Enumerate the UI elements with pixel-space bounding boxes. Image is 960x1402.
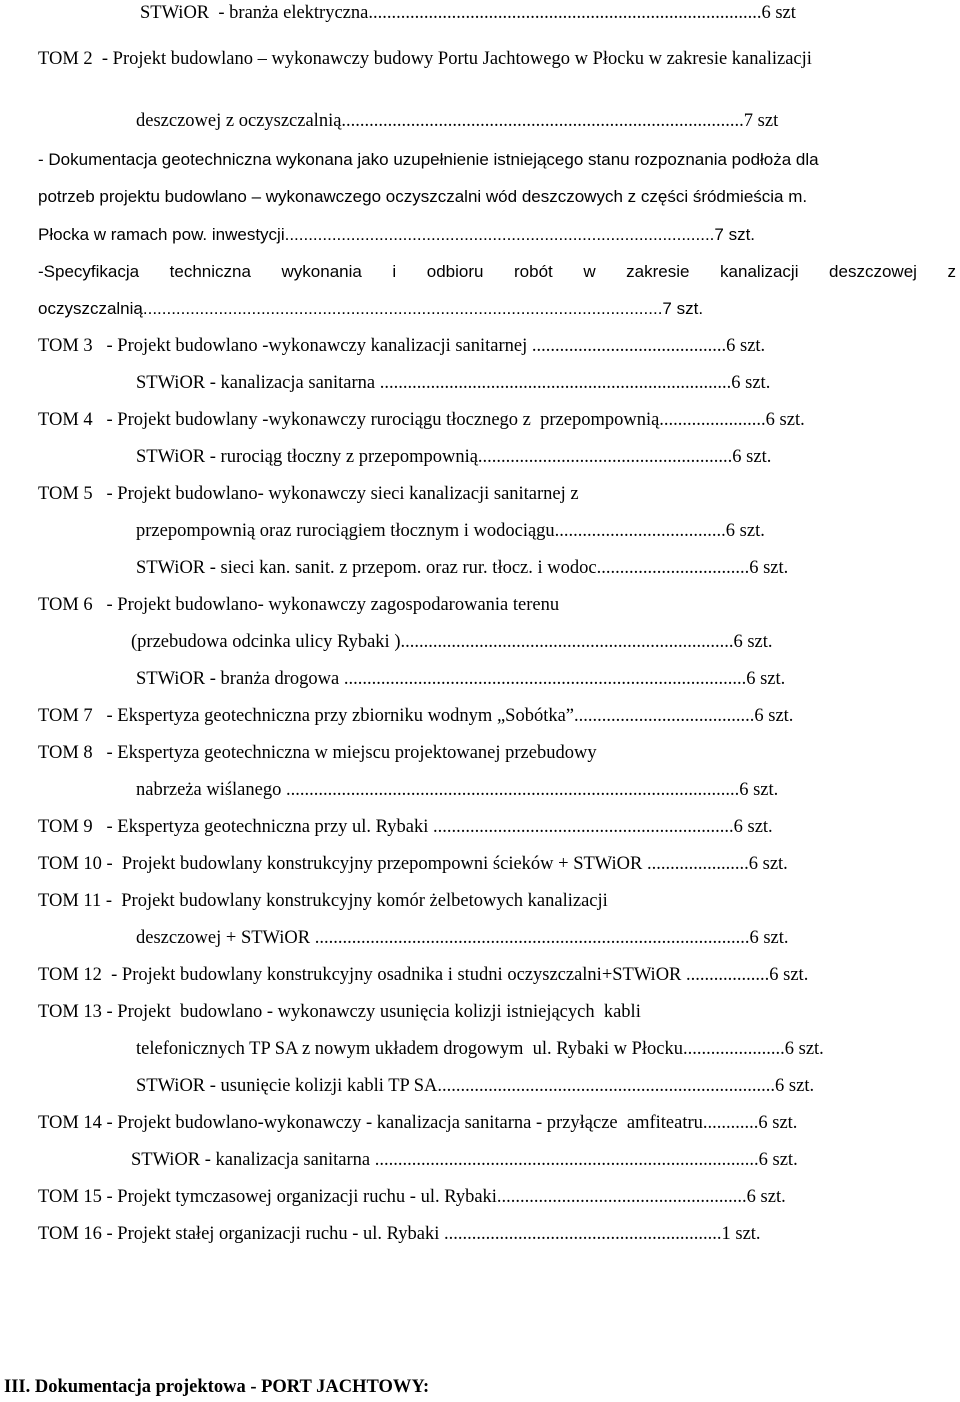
tom-11-continuation-line: deszczowej + STWiOR ..............................................................................................6 szt. bbox=[136, 928, 789, 948]
tom-15-line: TOM 15 - Projekt tymczasowej organizacji ruchu - ul. Rybaki......................................................6 szt. bbox=[38, 1187, 786, 1207]
tom-16-line: TOM 16 - Projekt stałej organizacji ruchu - ul. Rybaki ............................................................1 szt. bbox=[38, 1224, 761, 1244]
tom-13-stwior-line: STWiOR - usunięcie kolizji kabli TP SA.........................................................................6 szt. bbox=[136, 1076, 815, 1096]
tom-10-line: TOM 10 - Projekt budowlany konstrukcyjny przepompowni ścieków + STWiOR ......................6 szt. bbox=[38, 854, 788, 874]
geotech-documentation-line-2: potrzeb projektu budowlano – wykonawczego oczyszczalni wód deszczowych z części śródmieścia m. bbox=[38, 187, 808, 206]
tom-11-line: TOM 11 - Projekt budowlany konstrukcyjny komór żelbetowych kanalizacji bbox=[38, 891, 608, 911]
tom-14-line: TOM 14 - Projekt budowlano-wykonawczy - kanalizacja sanitarna - przyłącze amfiteatru............6 szt. bbox=[38, 1113, 798, 1133]
tom-3-stwior-line: STWiOR - kanalizacja sanitarna ............................................................................6 szt. bbox=[136, 373, 771, 393]
geotech-documentation-line: - Dokumentacja geotechniczna wykonana jako uzupełnienie istniejącego stanu rozpoznania podłoża dla bbox=[38, 150, 819, 169]
tom-13-continuation-line: telefonicznych TP SA z nowym układem drogowym ul. Rybaki w Płocku......................6 szt. bbox=[136, 1039, 824, 1059]
tom-6-stwior-line: STWiOR - branża drogowa .......................................................................................6 szt. bbox=[136, 669, 786, 689]
tom-13-line: TOM 13 - Projekt budowlano - wykonawczy usunięcia kolizji istniejących kabli bbox=[38, 1002, 641, 1022]
specification-line: -Specyfikacja techniczna wykonania i odbioru robót w zakresie kanalizacji deszczowej z bbox=[38, 262, 956, 281]
tom-14-stwior-line: STWiOR - kanalizacja sanitarna ...................................................................................6 szt. bbox=[131, 1150, 798, 1170]
section-heading: III. Dokumentacja projektowa - PORT JACHTOWY: bbox=[4, 1377, 430, 1397]
tom-6-continuation-line: (przebudowa odcinka ulicy Rybaki )........................................................................6 szt. bbox=[131, 632, 773, 652]
tom-5-stwior-line: STWiOR - sieci kan. sanit. z przepom. oraz rur. tłocz. i wodoc.................................6 szt. bbox=[136, 558, 789, 578]
tom-2-line: TOM 2 - Projekt budowlano – wykonawczy budowy Portu Jachtowego w Płocku w zakresie kanalizacji bbox=[38, 49, 812, 69]
tom-4-stwior-line: STWiOR - rurociąg tłoczny z przepompownią.......................................................6 szt. bbox=[136, 447, 772, 467]
tom-5-continuation-line: przepompownią oraz rurociągiem tłocznym i wodociągu.....................................6 szt. bbox=[136, 521, 765, 541]
geotech-documentation-line-3: Płocka w ramach pow. inwestycji...........................................................................................7 szt. bbox=[38, 225, 756, 244]
tom-3-line: TOM 3 - Projekt budowlano -wykonawczy kanalizacji sanitarnej ..........................................6 szt. bbox=[38, 336, 766, 356]
specification-line-2: oczyszczalnią..............................................................................................................7 szt. bbox=[38, 299, 704, 318]
tom-7-line: TOM 7 - Ekspertyza geotechniczna przy zbiorniku wodnym „Sobótka”.......................................6 szt. bbox=[38, 706, 794, 726]
tom-2-continuation-line: deszczowej z oczyszczalnią.......................................................................................7 szt bbox=[136, 111, 779, 131]
tom-9-line: TOM 9 - Ekspertyza geotechniczna przy ul. Rybaki .................................................................6 szt. bbox=[38, 817, 773, 837]
tom-12-line: TOM 12 - Projekt budowlany konstrukcyjny osadnika i studni oczyszczalni+STWiOR ..................6 szt. bbox=[38, 965, 809, 985]
tom-8-line: TOM 8 - Ekspertyza geotechniczna w miejscu projektowanej przebudowy bbox=[38, 743, 597, 763]
stwior-electric-line: STWiOR - branża elektryczna.....................................................................................6 szt bbox=[140, 3, 796, 23]
tom-6-line: TOM 6 - Projekt budowlano- wykonawczy zagospodarowania terenu bbox=[38, 595, 560, 615]
tom-8-continuation-line: nabrzeża wiślanego ..................................................................................................6 szt. bbox=[136, 780, 779, 800]
tom-5-line: TOM 5 - Projekt budowlano- wykonawczy sieci kanalizacji sanitarnej z bbox=[38, 484, 579, 504]
tom-4-line: TOM 4 - Projekt budowlany -wykonawczy rurociągu tłocznego z przepompownią.......................6 szt. bbox=[38, 410, 805, 430]
